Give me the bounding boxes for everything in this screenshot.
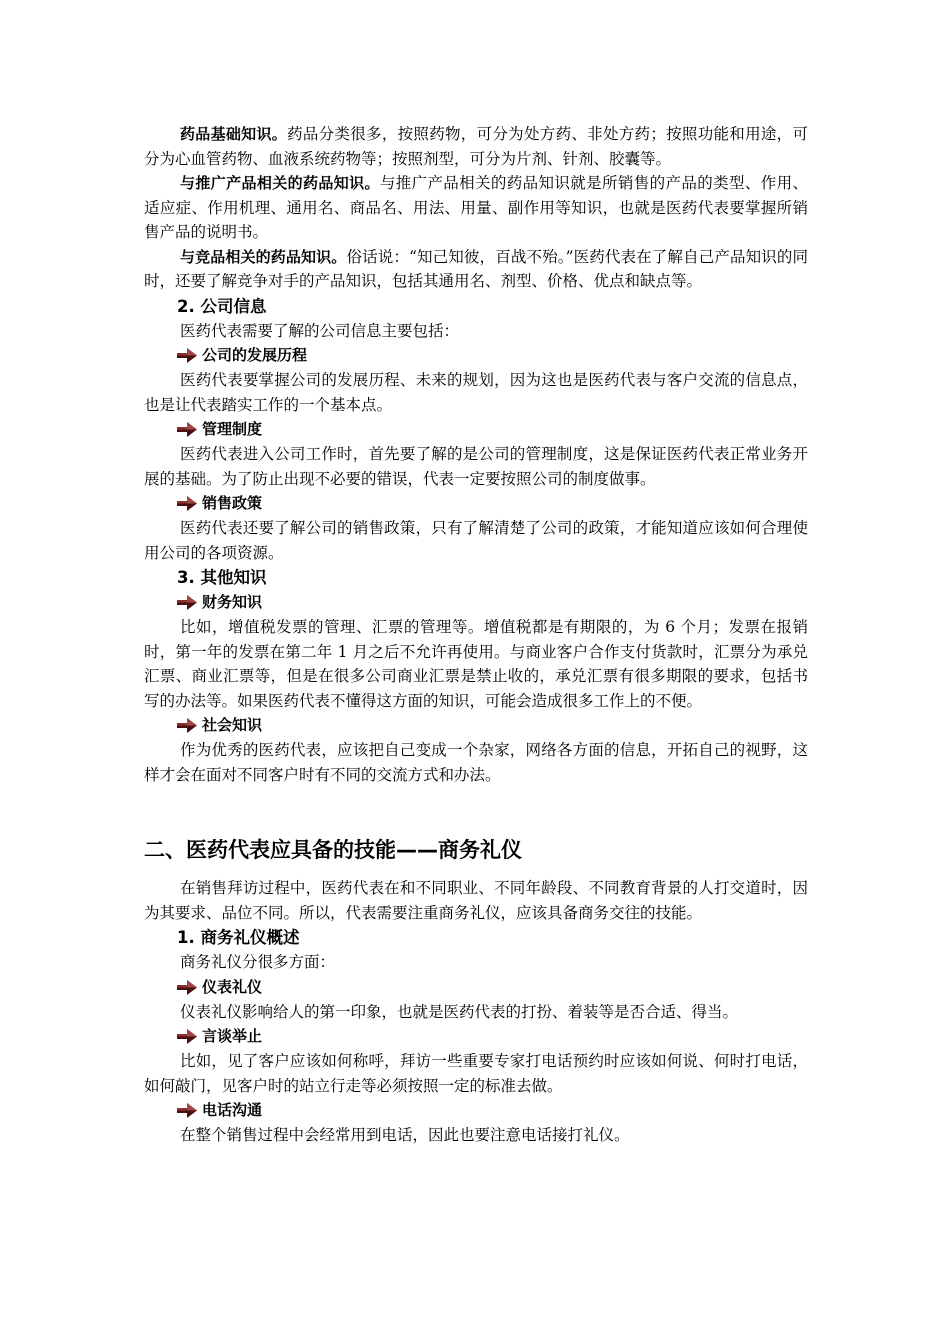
heading-etiquette-overview: 1. 商务礼仪概述 — [177, 928, 300, 947]
bullet-sales-policy — [177, 491, 808, 516]
bullet-label-social: 社会知识 — [202, 716, 263, 734]
text-competitor-knowledge: 俗话说：“知己知彼，百战不殆。”医药代表在了解自己产品知识的同时，还要了解竞争对手的产品知识，包括其通用名、剂型、价格、优点和缺点等。 — [144, 247, 808, 290]
arrow-bullet-icon — [177, 1029, 198, 1044]
text-drug-basics: 药品分类很多，按照药物，可分为处方药、非处方药；按照功能和用途，可分为心血管药物、血液系统药物等；按照剂型，可分为片剂、针剂、胶囊等。 — [144, 125, 808, 168]
arrow-bullet-icon — [177, 595, 198, 610]
bullet-label-appearance: 仪表礼仪 — [202, 977, 263, 996]
lead-drug-basics: 药品基础知识。 — [180, 125, 288, 143]
heading-other-knowledge: 3. 其他知识 — [177, 568, 267, 587]
bullet-label-finance: 财务知识 — [202, 593, 263, 611]
bullet-label-sales-policy: 销售政策 — [202, 494, 263, 512]
paragraph-competitor-knowledge — [144, 245, 808, 294]
text-appearance: 仪表礼仪影响给人的第一印象，也就是医药代表的打扮、着装等是否合适、得当。 — [180, 1002, 739, 1021]
arrow-bullet-icon — [177, 718, 198, 733]
bullet-speech — [177, 1024, 808, 1049]
arrow-bullet-icon — [177, 422, 198, 437]
arrow-bullet-icon — [177, 496, 198, 511]
arrow-bullet-icon — [177, 1103, 198, 1118]
bullet-management — [177, 417, 808, 442]
bullet-finance — [177, 590, 808, 615]
text-overview-intro: 商务礼仪分很多方面： — [180, 953, 336, 971]
paragraph-product-knowledge — [144, 171, 808, 245]
text-finance: 比如，增值税发票的管理、汇票的管理等。增值税都是有期限的，为 6 个月；发票在报销时，第一年的发票在第二年 1 月之后不允许再使用。与商业客户合作支付货款时，汇票分为承兑汇票、商业汇票等，但是在很多公司商业汇票是禁止收的，承兑汇票有很多期限的要求，包括书写的办法等。如果医药代表不懂得这方面的知识，可能会造成很多工作上的不便。 — [144, 618, 808, 710]
bullet-label-management: 管理制度 — [202, 420, 263, 438]
heading-company-info: 2. 公司信息 — [177, 296, 267, 316]
bullet-phone — [177, 1098, 808, 1123]
text-social: 作为优秀的医药代表，应该把自己变成一个杂家，网络各方面的信息，开拓自己的视野，这样才会在面对不同客户时有不同的交流方式和办法。 — [144, 741, 808, 784]
bullet-label-company-history: 公司的发展历程 — [202, 346, 308, 364]
text-sales-policy: 医药代表还要了解公司的销售政策，只有了解清楚了公司的政策，才能知道应该如何合理使用公司的各项资源。 — [144, 519, 808, 562]
text-management: 医药代表进入公司工作时，首先要了解的是公司的管理制度，这是保证医药代表正常业务开展的基础。为了防止出现不必要的错误，代表一定要按照公司的制度做事。 — [144, 445, 808, 488]
text-etiquette-intro: 在销售拜访过程中，医药代表在和不同职业、不同年龄段、不同教育背景的人打交道时，因为其要求、品位不同。所以，代表需要注重商务礼仪，应该具备商务交往的技能。 — [144, 879, 808, 922]
text-speech: 比如，见了客户应该如何称呼，拜访一些重要专家打电话预约时应该如何说、何时打电话，如何敲门，见客户时的站立行走等必须按照一定的标准去做。 — [144, 1052, 808, 1095]
bullet-appearance — [177, 975, 808, 1000]
bullet-label-speech: 言谈举止 — [202, 1027, 263, 1045]
lead-product-knowledge: 与推广产品相关的药品知识。 — [180, 174, 380, 192]
text-company-history: 医药代表要掌握公司的发展历程、未来的规划，因为这也是医药代表与客户交流的信息点，也是让代表踏实工作的一个基本点。 — [144, 371, 808, 414]
bullet-social — [177, 713, 808, 738]
arrow-bullet-icon — [177, 980, 198, 995]
arrow-bullet-icon — [177, 348, 198, 363]
bullet-label-phone: 电话沟通 — [202, 1101, 263, 1119]
text-product-knowledge: 与推广产品相关的药品知识就是所销售的产品的类型、作用、适应症、作用机理、通用名、商品名、用法、用量、副作用等知识，也就是医药代表要掌握所销售产品的说明书。 — [144, 174, 808, 241]
text-phone: 在整个销售过程中会经常用到电话，因此也要注意电话接打礼仪。 — [180, 1126, 630, 1144]
text-company-intro: 医药代表需要了解的公司信息主要包括： — [180, 321, 460, 340]
section-title-business-etiquette: 二、医药代表应具备的技能——商务礼仪 — [144, 838, 522, 862]
lead-competitor-knowledge: 与竞品相关的药品知识。 — [180, 247, 347, 266]
paragraph-drug-basics — [144, 122, 808, 171]
document-content — [144, 122, 808, 1148]
bullet-company-history — [177, 343, 808, 368]
